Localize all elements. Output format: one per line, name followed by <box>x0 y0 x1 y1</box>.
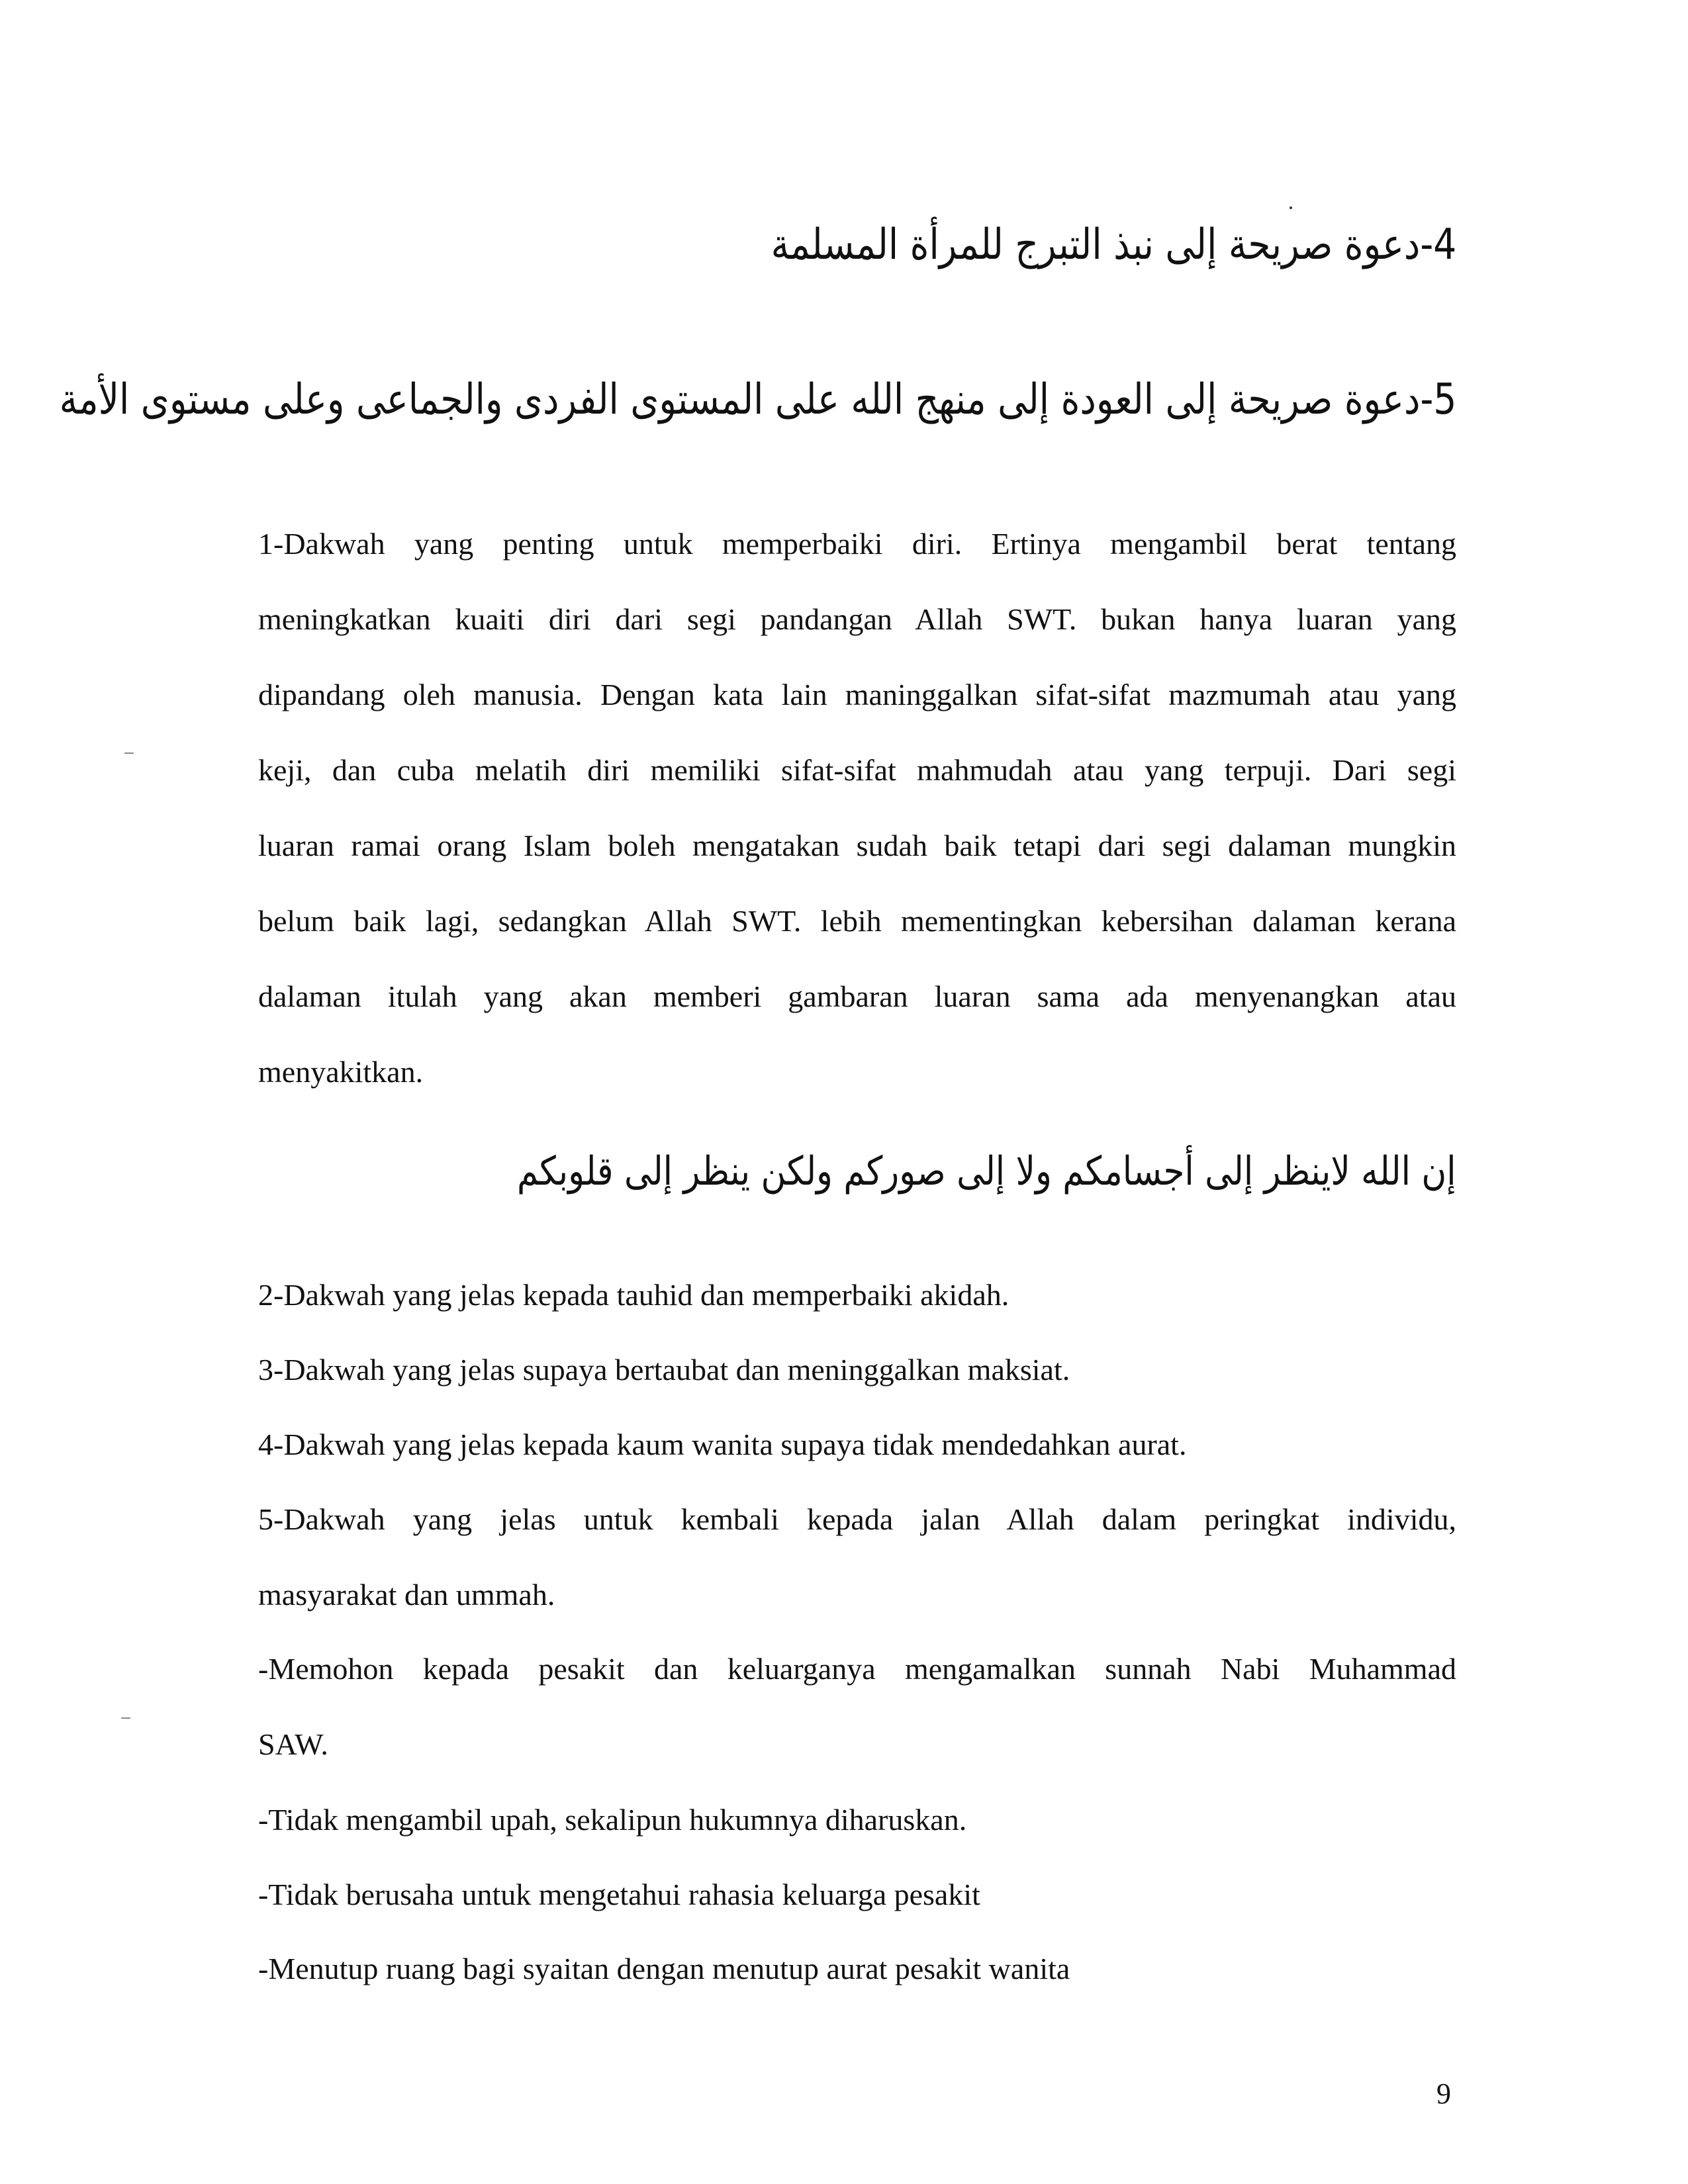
paragraph-line: 1-Dakwah yang penting untuk memperbaiki diri. Ertinya mengambil berat tentang <box>258 527 1456 561</box>
arabic-heading-item-4: 4-دعوة صريحة إلى نبذ التبرج للمرأة المسلمة <box>771 220 1456 269</box>
list-item <box>258 1631 1456 1782</box>
list-item-line: 4-Dakwah yang jelas kepada kaum wanita supaya tidak mendedahkan aurat. <box>258 1428 1187 1461</box>
arabic-hadith-quote: إن الله لاينظر إلى أجسامكم ولا إلى صوركم ولكن ينظر إلى قلوبكم <box>517 1148 1456 1195</box>
list-item <box>258 1482 1456 1633</box>
scan-artifact-mark <box>121 1717 130 1719</box>
list-item-line: 2-Dakwah yang jelas kepada tauhid dan memperbaiki akidah. <box>258 1278 1009 1312</box>
list-item-line: SAW. <box>258 1727 328 1761</box>
list-item-line: -Menutup ruang bagi syaitan dengan menutup aurat pesakit wanita <box>258 1952 1070 1985</box>
paragraph-line: luaran ramai orang Islam boleh mengatakan sudah baik tetapi dari segi dalaman mungkin <box>258 829 1456 862</box>
list-item <box>258 1782 1456 1858</box>
list-item-line: -Memohon kepada pesakit dan keluarganya mengamalkan sunnah Nabi Muhammad <box>258 1652 1456 1686</box>
list-item-line: masyarakat dan ummah. <box>258 1578 555 1612</box>
arabic-heading-item-5: 5-دعوة صريحة إلى العودة إلى منهج الله على المستوى الفردى والجماعى وعلى مستوى الأمة <box>59 375 1456 424</box>
paragraph-line: dalaman itulah yang akan memberi gambaran luaran sama ada menyenangkan atau <box>258 979 1456 1013</box>
list-item-line: 5-Dakwah yang jelas untuk kembali kepada jalan Allah dalam peringkat individu, <box>258 1502 1456 1536</box>
list-item-line: -Tidak mengambil upah, sekalipun hukumnya diharuskan. <box>258 1803 967 1837</box>
paragraph-line: dipandang oleh manusia. Dengan kata lain maninggalkan sifat-sifat mazmumah atau yang <box>258 678 1456 711</box>
paragraph-line: meningkatkan kuaiti diri dari segi pandangan Allah SWT. bukan hanya luaran yang <box>258 602 1456 636</box>
list-item <box>258 1332 1456 1408</box>
list-item <box>258 1857 1456 1933</box>
scan-artifact-mark <box>124 752 134 754</box>
list-item-line: 3-Dakwah yang jelas supaya bertaubat dan meninggalkan maksiat. <box>258 1353 1070 1387</box>
scan-speck <box>1289 206 1292 209</box>
list-item <box>258 1931 1456 2007</box>
paragraph-1 <box>258 506 1456 1110</box>
list-item <box>258 1257 1456 1333</box>
list-item <box>258 1407 1456 1482</box>
page-number: 9 <box>1436 2077 1451 2110</box>
paragraph-line: belum baik lagi, sedangkan Allah SWT. lebih mementingkan kebersihan dalaman kerana <box>258 904 1456 938</box>
paragraph-line: menyakitkan. <box>258 1055 424 1089</box>
paragraph-line: keji, dan cuba melatih diri memiliki sifat-sifat mahmudah atau yang terpuji. Dari segi <box>258 753 1456 787</box>
list-item-line: -Tidak berusaha untuk mengetahui rahasia keluarga pesakit <box>258 1878 980 1911</box>
